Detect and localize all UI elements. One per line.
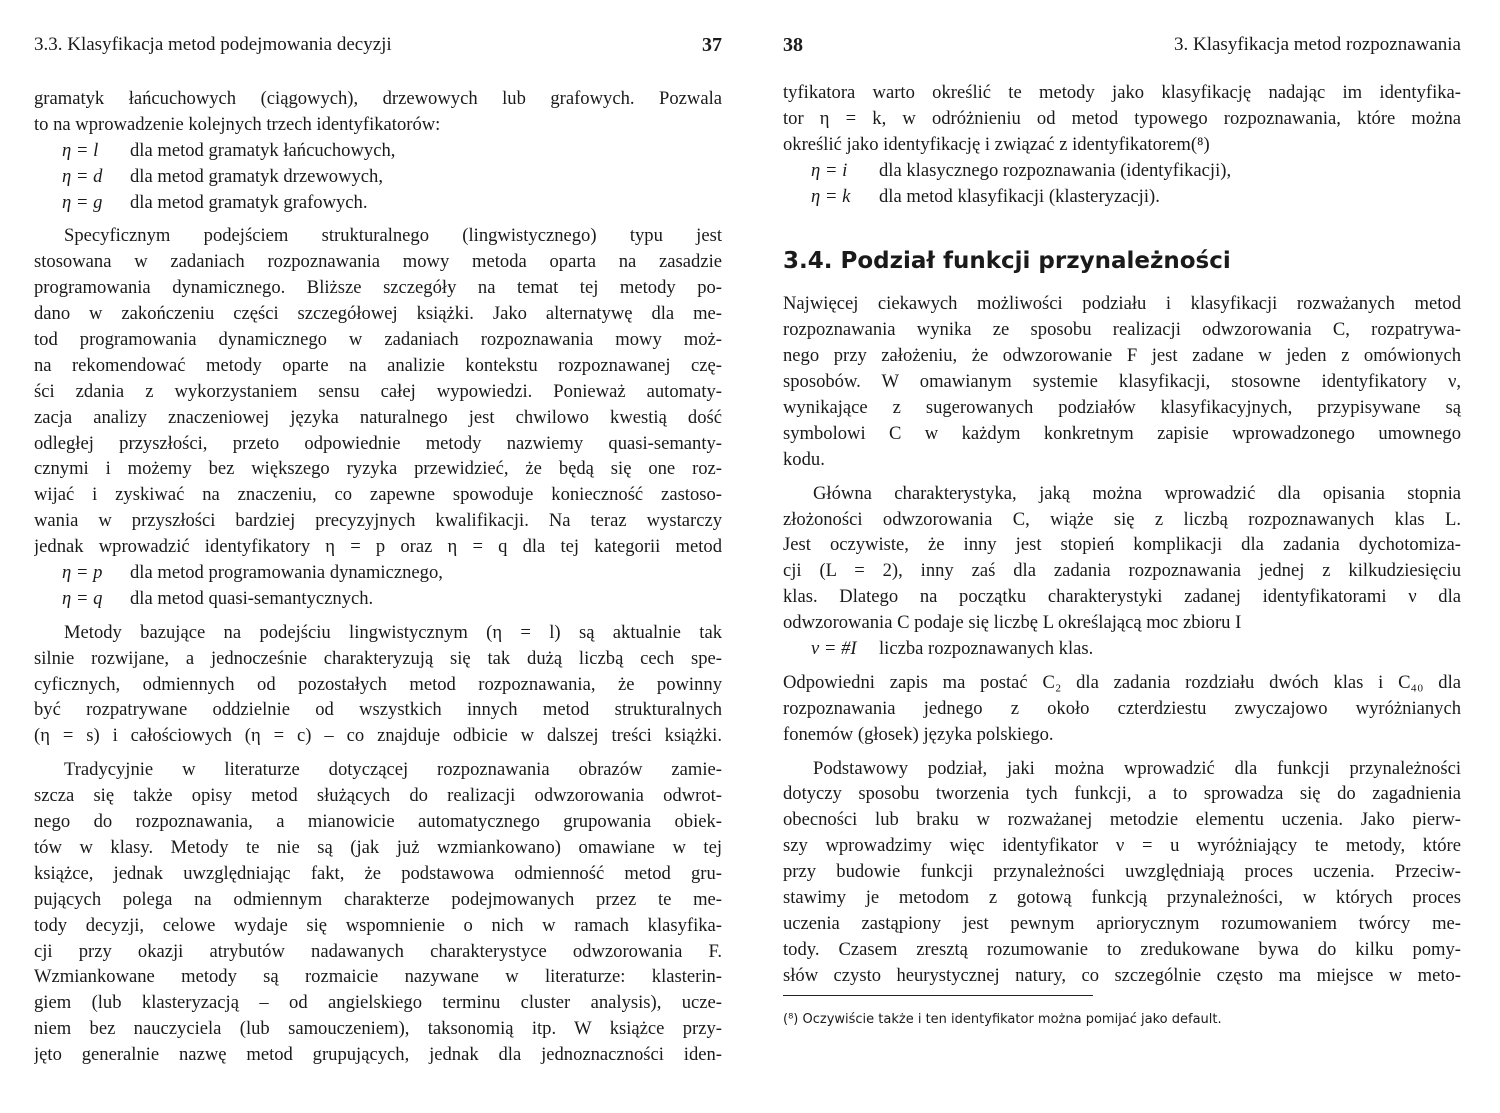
text-line: Metody bazujące na podejściu lingwistycznym (η = l) są aktualnie tak — [64, 621, 722, 643]
text-line: Odpowiedni zapis ma postać C₂ dla zadania rozdziału dwóch klas i C₄₀ dla — [783, 671, 1461, 693]
text-line: przy budowie funkcji przynależności uwzględniają proces uczenia. Przeciw- — [783, 861, 1461, 883]
equation-line — [34, 190, 722, 216]
equation-rhs: dla metod gramatyk grafowych. — [130, 191, 368, 213]
text-line: jęto generalnie nazwę metod grupujących, jednak dla jednoznaczności iden- — [34, 1044, 722, 1066]
left-page-number: 37 — [702, 34, 722, 56]
text-line: cji (L = 2), inny zaś dla zadania rozpoznawania jednej z kilkudziesięciu — [783, 560, 1461, 582]
paragraph-gap — [34, 612, 722, 620]
text-line: tod programowania dynamicznego w zadaniach rozpoznawania mowy moż- — [34, 329, 722, 351]
equation-lhs: η = k — [811, 185, 851, 207]
text-line: Jest oczywiste, że inny jest stopień komplikacji dla zadania dychotomiza- — [783, 534, 1461, 556]
equation-rhs: dla metod gramatyk drzewowych, — [130, 165, 383, 187]
right-running-head — [783, 30, 1461, 60]
equation-lhs: η = i — [811, 159, 848, 181]
text-line: Podstawowy podział, jaki można wprowadzić dla funkcji przynależności — [813, 757, 1461, 779]
text-line: ści zdania z wykorzystaniem sensu całej wypowiedzi. Ponieważ automaty- — [34, 380, 722, 402]
text-line: tów w klasy. Metody te nie są (jak już wzmiankowano) omawiane w tej — [34, 836, 722, 858]
paragraph-gap — [783, 662, 1461, 670]
right-top-lines — [783, 80, 1461, 209]
text-line: to na wprowadzenie kolejnych trzech identyfikatorów: — [34, 113, 441, 135]
equation-rhs: dla klasycznego rozpoznawania (identyfikacji), — [879, 159, 1232, 181]
text-line: Wzmiankowane metody są rozmaicie nazywane w literaturze: klasterin- — [34, 966, 722, 988]
text-line: Główna charakterystyka, jaką można wprowadzić dla opisania stopnia — [813, 482, 1461, 504]
equation-lhs: η = d — [62, 165, 103, 187]
text-line: określić jako identyfikację i związać z identyfikatorem(⁸) — [783, 133, 1210, 155]
footnote-rule — [783, 995, 1093, 996]
equation-line — [783, 184, 1461, 210]
text-line: tyfikatora warto określić te metody jako klasyfikację nadając im identyfika- — [783, 82, 1461, 103]
equation-lhs: η = q — [62, 587, 103, 609]
text-line: wania w przyszłości bardziej precyzyjnych kwalifikacji. Na teraz wystarczy — [34, 510, 722, 532]
text-line: wynikające z sugerowanych podziałów klasyfikacyjnych, przypisywane są — [783, 397, 1461, 419]
text-line: szy wprowadzimy więc identyfikator ν = u wyróżniający te metody, które — [783, 835, 1461, 857]
text-line: (η = s) i całościowych (η = c) – co znajduje odbicie w dalszej treści książki. — [34, 725, 722, 747]
text-line: nego do rozpoznawania, a mianowicie automatycznego grupowania obiek- — [34, 811, 722, 833]
text-line: dano w zakończeniu części szczegółowej książki. Jako alternatywę dla me- — [34, 303, 722, 325]
text-line: uczenia zastąpiony jest pewnym apriorycznym rozumowaniem twórcy me- — [783, 912, 1461, 934]
text-line: obecności lub braku w rozważanej metodzie elementu uczenia. Jako pierw- — [783, 809, 1461, 831]
equation-line — [34, 138, 722, 164]
text-line: szcza się także opisy metod służących do realizacji odwzorowania odwrot- — [34, 785, 722, 807]
text-line: odwzorowania C podaje się liczbę L określającą moc zbioru I — [783, 612, 1242, 634]
text-line: silnie rozwijane, a jednocześnie charakteryzują się tak dużą liczbą cech spe- — [34, 647, 722, 669]
paragraph-gap — [783, 748, 1461, 756]
left-head-title: 3.3. Klasyfikacja metod podejmowania decyzji — [34, 34, 392, 55]
section-title: 3.4. Podział funkcji przynależności — [783, 248, 1231, 275]
text-line: złożoności odwzorowania C, wiąże się z liczbą rozpoznawanych klas L. — [783, 508, 1461, 530]
text-line: słów czysto heurystycznej natury, co szczególnie często ma miejsce w meto- — [783, 964, 1461, 986]
text-line: dotyczy sposobu tworzenia tych funkcji, a to sprowadza się do zagadnienia — [783, 783, 1461, 805]
text-line: tor η = k, w odróżnieniu od metod typowego rozpoznawania, które można — [783, 107, 1461, 129]
text-line: Specyficznym podejściem strukturalnego (lingwistycznego) typu jest — [64, 225, 722, 247]
text-line: Najwięcej ciekawych możliwości podziału i klasyfikacji rozważanych metod — [783, 293, 1461, 315]
text-line: zacja analizy znaczeniowej języka naturalnego jest chwilowo kwestią dość — [34, 406, 722, 428]
equation-lhs: η = l — [62, 139, 99, 161]
text-line: tody decyzji, celowe wydaje się wspomnienie o nich w ramach klasyfika- — [34, 914, 722, 936]
text-line: rozpoznawania jednego z około czterdziestu zwyczajowo wyróżnianych — [783, 697, 1461, 719]
right-bottom-lines — [783, 291, 1461, 988]
text-line: programowania dynamicznego. Bliższe szczegóły na temat tej metody po- — [34, 277, 722, 299]
text-line: jednak wprowadzić identyfikatory η = p oraz η = q dla tej kategorii metod — [34, 536, 722, 558]
left-page — [34, 0, 722, 1113]
text-line: wijać i zyskiwać na znaczeniu, co zapewne spowoduje konieczność zastoso- — [34, 484, 722, 506]
paragraph-gap — [34, 749, 722, 757]
equation-rhs: dla metod programowania dynamicznego, — [130, 562, 443, 584]
paragraph-gap — [783, 473, 1461, 481]
equation-rhs: dla metod klasyfikacji (klasteryzacji). — [879, 185, 1160, 207]
text-line: książce, jednak uwzględniając fakt, że podstawowa odmienność metod gru- — [34, 862, 722, 884]
text-line: klas. Dlatego na początku charakterystyki zadanej identyfikatorami ν dla — [783, 586, 1461, 608]
text-line: nego przy założeniu, że odwzorowanie F jest zadane w jeden z omówionych — [783, 345, 1461, 367]
text-line: fonemów (głosek) języka polskiego. — [783, 723, 1054, 745]
text-line: rozpoznawania wynika ze sposobu realizacji odwzorowania C, rozpatrywa- — [783, 319, 1461, 341]
equation-lhs: η = p — [62, 562, 103, 584]
text-line: sposobów. W omawianym systemie klasyfikacji, stosowne identyfikatory ν, — [783, 371, 1461, 393]
text-line: pujących polega na odmiennym charakterze podejmowanych przez te me- — [34, 888, 722, 910]
text-line: kodu. — [783, 448, 825, 470]
text-line: cyficznych, odmiennych od pozostałych metod rozpoznawania, że powinny — [34, 673, 722, 695]
right-body-text — [783, 80, 1461, 1030]
equation-rhs: liczba rozpoznawanych klas. — [879, 638, 1094, 660]
equation-line — [783, 158, 1461, 184]
equation-line — [34, 164, 722, 190]
section-spacer — [783, 209, 1461, 239]
equation-line — [34, 560, 722, 586]
equation-lhs: η = g — [62, 191, 103, 213]
left-running-head — [34, 30, 722, 60]
text-line: niem bez nauczyciela (lub samouczeniem), taksonomią itp. W książce przy- — [34, 1018, 722, 1040]
text-line: stosowana w zadaniach rozpoznawania mowy metoda oparta na zasadzie — [34, 251, 722, 273]
equation-rhs: dla metod gramatyk łańcuchowych, — [130, 139, 396, 161]
text-line: Tradycyjnie w literaturze dotyczącej rozpoznawania obrazów zamie- — [64, 759, 722, 781]
right-page-number: 38 — [783, 34, 803, 56]
footnote: (⁸) Oczywiście także i ten identyfikator można pomijać jako default. — [783, 1011, 1222, 1027]
text-line: na rekomendować metody oparte na analizie kontekstu rozpoznawanej czę- — [34, 354, 722, 376]
text-line: stawimy je metodom z gotową funkcją przynależności, w których proces — [783, 887, 1461, 909]
equation-lhs: ν = #I — [811, 638, 857, 660]
right-head-title: 3. Klasyfikacja metod rozpoznawania — [1174, 34, 1461, 55]
equation-line — [34, 586, 722, 612]
left-body-text — [34, 86, 722, 1068]
text-line: cji przy okazji atrybutów nadawanych charakterystyce odwzorowania F. — [34, 940, 722, 962]
equation-rhs: dla metod quasi-semantycznych. — [130, 587, 374, 609]
text-line: gramatyk łańcuchowych (ciągowych), drzewowych lub grafowych. Pozwala — [34, 88, 722, 109]
text-line: odległej przyszłości, przeto odpowiednie metody nazwiemy quasi-semanty- — [34, 432, 722, 454]
text-line: giem (lub klasteryzacją – od angielskiego terminu cluster analysis), ucze- — [34, 992, 722, 1014]
paragraph-gap — [34, 215, 722, 223]
text-line: symbolowi C w każdym konkretnym zapisie wprowadzonego umownego — [783, 422, 1461, 444]
text-line: być rozpatrywane oddzielnie od wszystkich innych metod strukturalnych — [34, 699, 722, 721]
right-page — [783, 0, 1461, 1113]
text-line: tody. Czasem zresztą rozumowanie to zredukowane bywa do kilku pomy- — [783, 938, 1461, 960]
equation-line — [783, 636, 1461, 662]
text-line: cznymi i możemy bez większego ryzyka przewidzieć, że będą się one roz- — [34, 458, 722, 480]
